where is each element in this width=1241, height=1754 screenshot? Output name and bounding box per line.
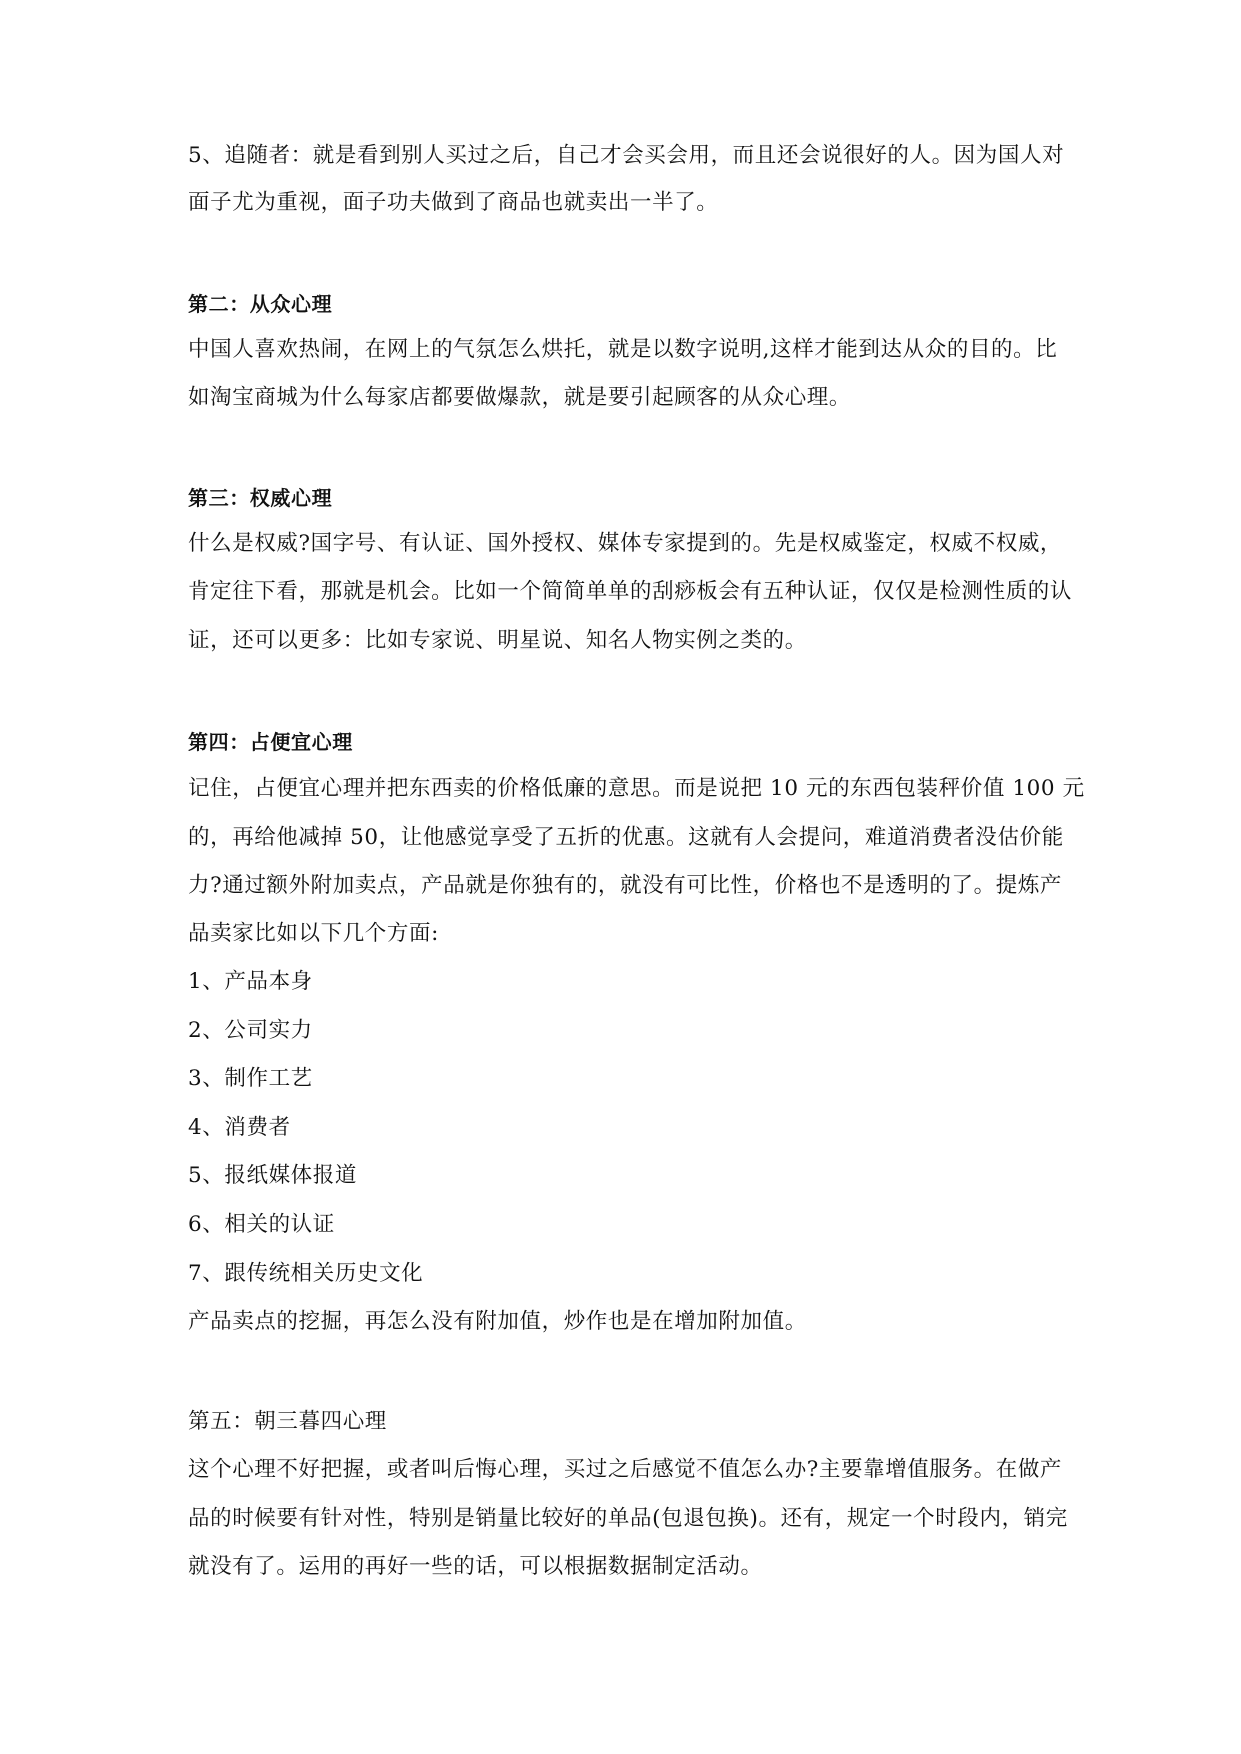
paragraph-line: 记住，占便宜心理并把东西卖的价格低廉的意思。而是说把 10 元的东西包装秤价值 100 元 xyxy=(188,776,1085,801)
list-item: 5、报纸媒体报道 xyxy=(188,1163,357,1188)
section-heading: 第二：从众心理 xyxy=(188,292,333,316)
paragraph-line: 品卖家比如以下几个方面: xyxy=(188,921,439,946)
paragraph-line: 如淘宝商城为什么每家店都要做爆款，就是要引起顾客的从众心理。 xyxy=(188,385,852,410)
paragraph-line: 肯定往下看，那就是机会。比如一个简简单单的刮痧板会有五种认证，仅仅是检测性质的认 xyxy=(188,579,1073,604)
paragraph-line: 的，再给他减掉 50，让他感觉享受了五折的优惠。这就有人会提问，难道消费者没估价能 xyxy=(188,825,1064,850)
paragraph-line: 证，还可以更多：比如专家说、明星说、知名人物实例之类的。 xyxy=(188,628,807,653)
paragraph-line: 品的时候要有针对性，特别是销量比较好的单品(包退包换)。还有，规定一个时段内，销完 xyxy=(188,1506,1068,1531)
list-item: 6、相关的认证 xyxy=(188,1212,335,1237)
list-item: 2、公司实力 xyxy=(188,1018,313,1043)
section-heading: 第五：朝三暮四心理 xyxy=(188,1409,387,1434)
paragraph-line: 面子尤为重视，面子功夫做到了商品也就卖出一半了。 xyxy=(188,190,719,215)
paragraph-line: 力?通过额外附加卖点，产品就是你独有的，就没有可比性，价格也不是透明的了。提炼产 xyxy=(188,873,1063,898)
section-heading: 第四：占便宜心理 xyxy=(188,730,353,754)
list-item: 3、制作工艺 xyxy=(188,1066,313,1091)
paragraph-line: 5、追随者：就是看到别人买过之后，自己才会买会用，而且还会说很好的人。因为国人对 xyxy=(188,143,1065,168)
paragraph-line: 什么是权威?国字号、有认证、国外授权、媒体专家提到的。先是权威鉴定，权威不权威， xyxy=(188,531,1063,556)
list-item: 1、产品本身 xyxy=(188,969,313,994)
section-heading: 第三：权威心理 xyxy=(188,486,333,510)
list-item: 7、跟传统相关历史文化 xyxy=(188,1261,424,1286)
paragraph-line: 这个心理不好把握，或者叫后悔心理，买过之后感觉不值怎么办?主要靠增值服务。在做产 xyxy=(188,1457,1063,1482)
paragraph-line: 中国人喜欢热闹，在网上的气氛怎么烘托，就是以数字说明,这样才能到达从众的目的。比 xyxy=(188,337,1058,362)
paragraph-line: 产品卖点的挖掘，再怎么没有附加值，炒作也是在增加附加值。 xyxy=(188,1309,807,1334)
list-item: 4、消费者 xyxy=(188,1115,291,1140)
paragraph-line: 就没有了。运用的再好一些的话，可以根据数据制定活动。 xyxy=(188,1554,763,1579)
